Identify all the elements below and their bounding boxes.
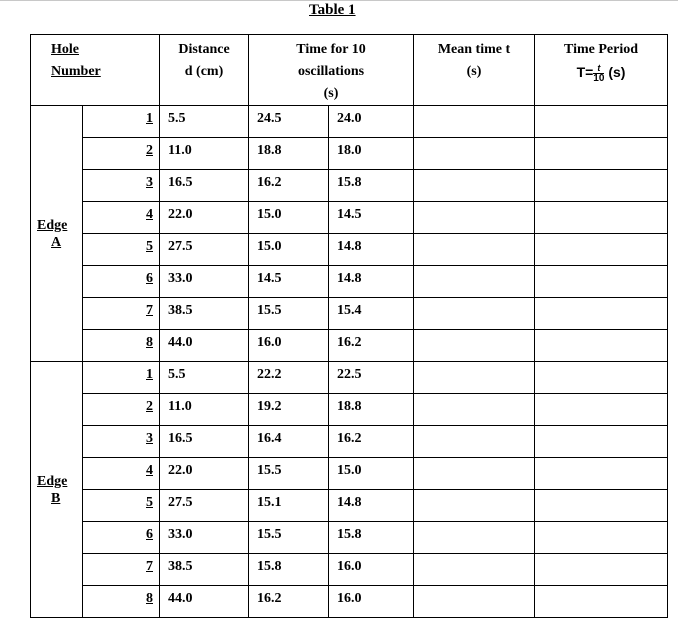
time1-cell: 15.8 (249, 554, 329, 586)
table-row (31, 522, 668, 554)
time2-cell: 16.0 (329, 586, 414, 618)
table-row (31, 362, 668, 394)
mean-time-cell[interactable] (414, 362, 535, 394)
time2-cell: 16.2 (329, 426, 414, 458)
hole-cell: 8 (83, 330, 160, 362)
hole-cell: 1 (83, 362, 160, 394)
distance-cell: 11.0 (160, 394, 249, 426)
mean-time-cell[interactable] (414, 426, 535, 458)
time-period-cell[interactable] (535, 394, 668, 426)
table-row (31, 298, 668, 330)
hole-cell: 4 (83, 202, 160, 234)
table-row (31, 106, 668, 138)
table-row (31, 266, 668, 298)
hole-number-header: Hole Number (31, 35, 160, 106)
mean-time-cell[interactable] (414, 170, 535, 202)
time2-cell: 22.5 (329, 362, 414, 394)
time2-cell: 14.8 (329, 490, 414, 522)
time-period-cell[interactable] (535, 522, 668, 554)
time2-cell: 15.4 (329, 298, 414, 330)
mean-time-cell[interactable] (414, 330, 535, 362)
table-row (31, 458, 668, 490)
table-row (31, 234, 668, 266)
time2-cell: 14.8 (329, 266, 414, 298)
time1-cell: 15.5 (249, 522, 329, 554)
table-row (31, 426, 668, 458)
time-period-cell[interactable] (535, 490, 668, 522)
hole-cell: 3 (83, 170, 160, 202)
time1-cell: 18.8 (249, 138, 329, 170)
time1-cell: 14.5 (249, 266, 329, 298)
period-formula: T= $\frac{t}{10}$ (s) (576, 62, 626, 84)
time1-cell: 16.0 (249, 330, 329, 362)
time-header: Time for 10 oscillations (s) (249, 35, 414, 106)
mean-time-cell[interactable] (414, 586, 535, 618)
time2-cell: 16.0 (329, 554, 414, 586)
distance-cell: 16.5 (160, 170, 249, 202)
time-period-cell[interactable] (535, 554, 668, 586)
time2-cell: 15.8 (329, 522, 414, 554)
time2-cell: 16.2 (329, 330, 414, 362)
time-period-cell[interactable] (535, 362, 668, 394)
hole-cell: 4 (83, 458, 160, 490)
hole-cell: 5 (83, 490, 160, 522)
time1-cell: 15.1 (249, 490, 329, 522)
table-row (31, 586, 668, 618)
table-title: Table 1 (309, 2, 356, 18)
hole-cell: 7 (83, 298, 160, 330)
distance-cell: 38.5 (160, 298, 249, 330)
table-row (31, 394, 668, 426)
distance-cell: 33.0 (160, 266, 249, 298)
table-row (31, 490, 668, 522)
distance-cell: 5.5 (160, 106, 249, 138)
hole-cell: 6 (83, 266, 160, 298)
time-period-cell[interactable] (535, 426, 668, 458)
time-period-cell[interactable] (535, 586, 668, 618)
mean-time-cell[interactable] (414, 394, 535, 426)
time-period-cell[interactable] (535, 106, 668, 138)
time2-cell: 14.5 (329, 202, 414, 234)
time-period-cell[interactable] (535, 170, 668, 202)
time-period-header: Time Period T= $\frac{t}{10}$ (s) (535, 35, 668, 106)
time2-cell: 18.8 (329, 394, 414, 426)
time-period-cell[interactable] (535, 266, 668, 298)
table-row (31, 170, 668, 202)
time2-cell: 24.0 (329, 106, 414, 138)
distance-cell: 22.0 (160, 202, 249, 234)
mean-time-cell[interactable] (414, 234, 535, 266)
time1-cell: 16.2 (249, 170, 329, 202)
data-table (30, 34, 668, 618)
time2-cell: 15.0 (329, 458, 414, 490)
fraction: $\frac{t}{10}$ (593, 62, 605, 84)
time2-cell: 18.0 (329, 138, 414, 170)
table-row (31, 202, 668, 234)
time-period-cell[interactable] (535, 458, 668, 490)
distance-cell: 38.5 (160, 554, 249, 586)
mean-time-cell[interactable] (414, 266, 535, 298)
table-row (31, 554, 668, 586)
time2-cell: 14.8 (329, 234, 414, 266)
time-period-cell[interactable] (535, 330, 668, 362)
hole-cell: 8 (83, 586, 160, 618)
mean-time-cell[interactable] (414, 298, 535, 330)
hole-cell: 3 (83, 426, 160, 458)
time-period-cell[interactable] (535, 234, 668, 266)
time1-cell: 15.0 (249, 202, 329, 234)
distance-header: Distance d (cm) (160, 35, 249, 106)
time1-cell: 15.5 (249, 298, 329, 330)
distance-cell: 22.0 (160, 458, 249, 490)
distance-cell: 44.0 (160, 586, 249, 618)
mean-time-cell[interactable] (414, 458, 535, 490)
distance-cell: 44.0 (160, 330, 249, 362)
mean-time-cell[interactable] (414, 106, 535, 138)
time1-cell: 19.2 (249, 394, 329, 426)
time1-cell: 24.5 (249, 106, 329, 138)
edge-label: Edge A (31, 106, 83, 362)
hole-cell: 1 (83, 106, 160, 138)
time-period-cell[interactable] (535, 202, 668, 234)
table-row (31, 330, 668, 362)
top-rule (0, 0, 678, 1)
distance-cell: 11.0 (160, 138, 249, 170)
time-period-cell[interactable] (535, 138, 668, 170)
time2-cell: 15.8 (329, 170, 414, 202)
time1-cell: 15.5 (249, 458, 329, 490)
hole-cell: 2 (83, 394, 160, 426)
mean-time-cell[interactable] (414, 522, 535, 554)
header-row (31, 35, 668, 106)
mean-time-cell[interactable] (414, 202, 535, 234)
mean-time-cell[interactable] (414, 554, 535, 586)
time1-cell: 16.4 (249, 426, 329, 458)
distance-cell: 33.0 (160, 522, 249, 554)
distance-cell: 27.5 (160, 234, 249, 266)
time-period-cell[interactable] (535, 298, 668, 330)
hole-cell: 7 (83, 554, 160, 586)
distance-cell: 5.5 (160, 362, 249, 394)
hole-cell: 6 (83, 522, 160, 554)
hole-cell: 2 (83, 138, 160, 170)
distance-cell: 16.5 (160, 426, 249, 458)
edge-label: Edge B (31, 362, 83, 618)
time1-cell: 16.2 (249, 586, 329, 618)
table-row (31, 138, 668, 170)
mean-time-cell[interactable] (414, 490, 535, 522)
time1-cell: 15.0 (249, 234, 329, 266)
mean-time-cell[interactable] (414, 138, 535, 170)
mean-time-header: Mean time t (s) (414, 35, 535, 106)
distance-cell: 27.5 (160, 490, 249, 522)
hole-cell: 5 (83, 234, 160, 266)
time1-cell: 22.2 (249, 362, 329, 394)
